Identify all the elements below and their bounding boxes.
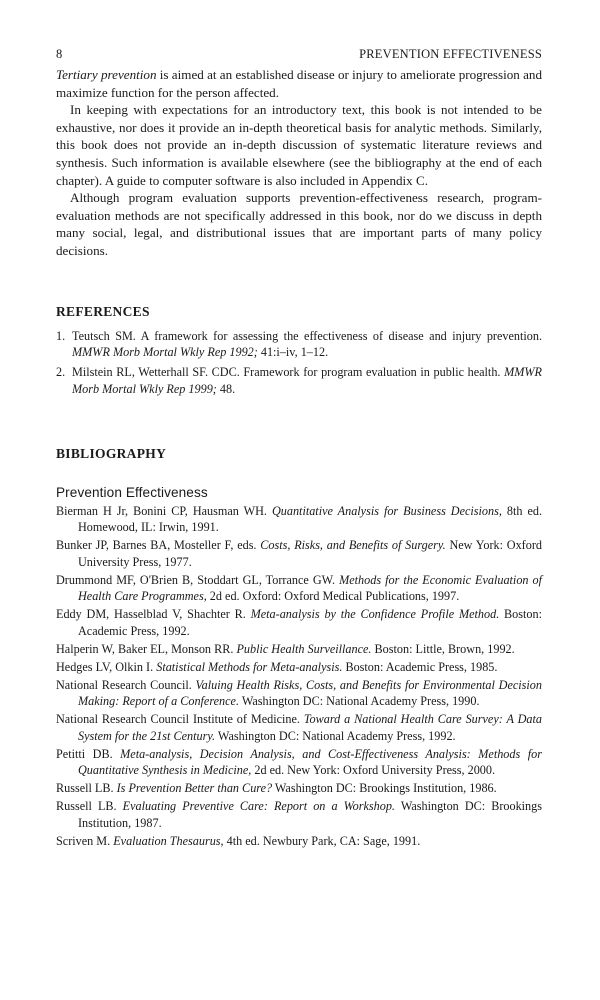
reference-item bbox=[56, 328, 542, 362]
book-title: Valuing Health Risks, Costs, and Benefits for Environmental Decision Making: Report of a Conference. bbox=[78, 677, 542, 709]
bibliography-entry: National Research Council. Valuing Health Risks, Costs, and Benefits for Environmental Decision Making: Report of a Conference. Washington DC: National Academy Press, 1990. bbox=[56, 677, 542, 709]
book-title: Meta-analysis by the Confidence Profile Method. bbox=[250, 607, 500, 622]
bibliography-subheading: Prevention Effectiveness bbox=[56, 484, 208, 500]
bibliography-entry: Drummond MF, O'Brien B, Stoddart GL, Torrance GW. Methods for the Economic Evaluation of Health Care Programmes, 2d ed. Oxford: Oxford Medical Publications, 1997. bbox=[56, 572, 543, 604]
paragraph-program-evaluation: Although program evaluation supports prevention-effectiveness research, program-evaluation methods are not specifically addressed in this book, nor do we discuss in depth many social, legal, and distributional issues that are important parts of many policy decisions. bbox=[56, 190, 542, 258]
bibliography-entry: Bierman H Jr, Bonini CP, Hausman WH. Quantitative Analysis for Business Decisions, 8th ed. Homewood, IL: Irwin, 1991. bbox=[56, 503, 542, 535]
reference-number: 2. bbox=[56, 365, 66, 380]
journal-title: MMWR Morb Mortal Wkly Rep 1992; bbox=[72, 345, 258, 360]
book-title: Quantitative Analysis for Business Decisions, bbox=[271, 503, 502, 518]
bibliography-entry: Halperin W, Baker EL, Monson RR. Public Health Surveillance. Boston: Little, Brown, 1992. bbox=[56, 641, 515, 656]
book-title: Is Prevention Better than Cure? bbox=[116, 781, 273, 796]
journal-title: MMWR Morb Mortal Wkly Rep 1999; bbox=[72, 365, 542, 396]
book-title: Evaluating Preventive Care: Report on a Workshop. bbox=[122, 799, 395, 814]
book-title: Public Health Surveillance. bbox=[236, 641, 372, 656]
bibliography-list bbox=[56, 503, 542, 850]
bibliography-heading: BIBLIOGRAPHY bbox=[56, 445, 167, 461]
references-list bbox=[56, 328, 542, 398]
bibliography-entry: Russell LB. Evaluating Preventive Care: Report on a Workshop. Washington DC: Brookings Institution, 1987. bbox=[56, 799, 542, 830]
book-title: Statistical Methods for Meta-analysis. bbox=[156, 659, 343, 674]
bibliography-entry: Russell LB. Is Prevention Better than Cure? Washington DC: Brookings Institution, 1986. bbox=[56, 781, 497, 796]
term-tertiary-prevention: Tertiary prevention bbox=[56, 67, 157, 82]
bibliography-entry: Petitti DB. Meta-analysis, Decision Analysis, and Cost-Effectiveness Analysis: Methods for Quantitative Synthesis in Medicine, 2d ed. New York: Oxford University Press, 2000. bbox=[56, 746, 542, 778]
bibliography-entry: Bunker JP, Barnes BA, Mosteller F, eds. Costs, Risks, and Benefits of Surgery. New York: Oxford University Press, 1977. bbox=[56, 538, 542, 569]
running-head bbox=[56, 46, 542, 63]
paragraph-tertiary-prevention bbox=[56, 66, 542, 101]
paragraph-text: is aimed at an established disease or injury to ameliorate progression and maximize function for the person affected. bbox=[56, 67, 543, 100]
reference-number: 1. bbox=[56, 328, 66, 343]
book-title: Meta-analysis, Decision Analysis, and Cost-Effectiveness Analysis: Methods for Quantitative Synthesis in Medicine, bbox=[78, 746, 542, 778]
references-heading: REFERENCES bbox=[56, 303, 150, 319]
book-title: Methods for the Economic Evaluation of Health Care Programmes, bbox=[78, 572, 543, 604]
running-title: PREVENTION EFFECTIVENESS bbox=[359, 47, 542, 61]
book-page bbox=[56, 46, 542, 851]
bibliography-entry: Hedges LV, Olkin I. Statistical Methods for Meta-analysis. Boston: Academic Press, 1985. bbox=[56, 659, 498, 674]
reference-text: Teutsch SM. A framework for assessing the effectiveness of disease and injury prevention. MMWR Morb Mortal Wkly Rep 1992; 41:i–iv, 1–12. bbox=[72, 328, 542, 360]
reference-text: Milstein RL, Wetterhall SF. CDC. Framework for program evaluation in public health. MMWR Morb Mortal Wkly Rep 1999; 48. bbox=[72, 365, 542, 396]
paragraph-scope: In keeping with expectations for an introductory text, this book is not intended to be exhaustive, nor does it provide an in-depth theoretical basis for analytic methods. Similarly, this book does not provide an in-depth discussion of systematic literature reviews and synthesis. Such information is available elsewhere (see the bibliography at the end of each chapter). A guide to computer software is also included in Appendix C. bbox=[56, 102, 542, 188]
bibliography-entry: Scriven M. Evaluation Thesaurus, 4th ed. Newbury Park, CA: Sage, 1991. bbox=[56, 833, 421, 848]
bibliography-entry: Eddy DM, Hasselblad V, Shachter R. Meta-analysis by the Confidence Profile Method. Boston: Academic Press, 1992. bbox=[56, 607, 542, 638]
book-title: Evaluation Thesaurus, bbox=[113, 833, 224, 848]
bibliography-entry: National Research Council Institute of Medicine. Toward a National Health Care Survey: A Data System for the 21st Century. Washington DC: National Academy Press, 1992. bbox=[56, 712, 542, 743]
book-title: Toward a National Health Care Survey: A Data System for the 21st Century. bbox=[78, 712, 542, 743]
body-text bbox=[56, 66, 542, 260]
reference-item bbox=[56, 364, 542, 398]
book-title: Costs, Risks, and Benefits of Surgery. bbox=[260, 538, 446, 553]
page-number: 8 bbox=[56, 47, 63, 61]
